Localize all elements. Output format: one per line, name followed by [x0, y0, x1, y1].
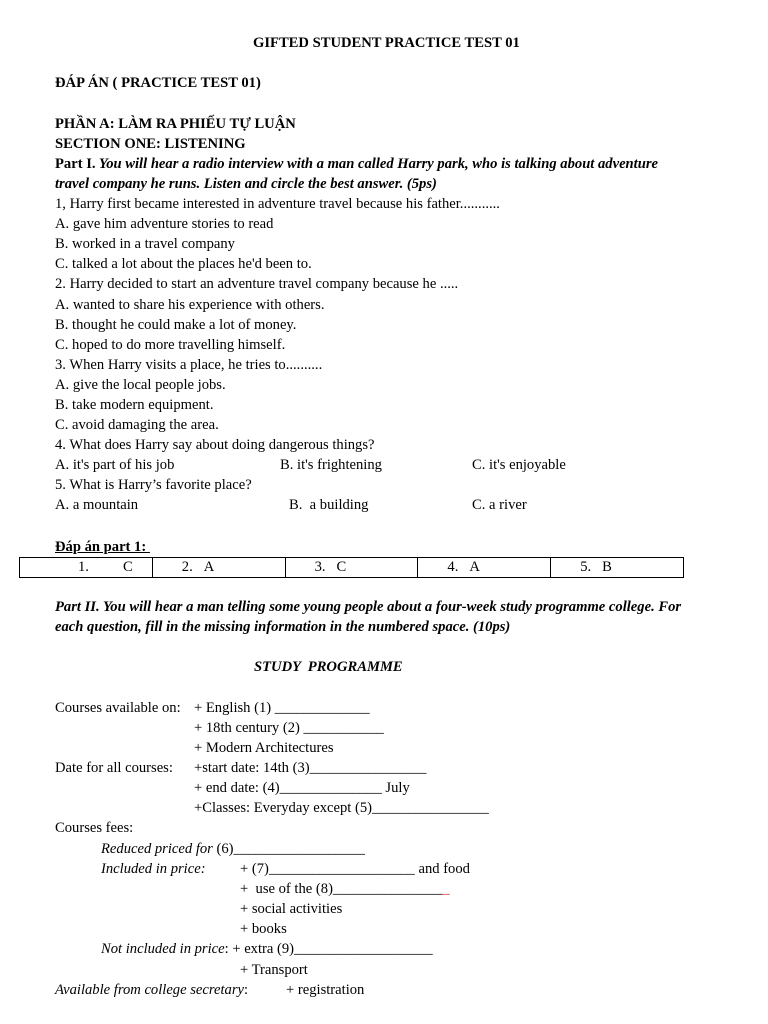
classes-blank: +Classes: Everyday except (5)________________	[194, 800, 489, 816]
question-5: 5. What is Harry’s favorite place?	[55, 477, 252, 493]
start-date-blank: +start date: 14th (3)________________	[194, 760, 427, 776]
question-2-option-c: C. hoped to do more travelling himself.	[55, 337, 286, 353]
answer-cell-5	[551, 558, 684, 578]
part1-instruction-line1: You will hear a radio interview with a man called Harry park, who is talking about adventure	[95, 156, 659, 172]
answer-num: 4.	[447, 559, 459, 575]
answer-val: A	[203, 559, 215, 575]
question-3-option-c: C. avoid damaging the area.	[55, 417, 219, 433]
answer-cell-2	[152, 558, 285, 578]
question-5-option-a: A. a mountain	[55, 497, 139, 513]
not-included-label: Not included in price	[101, 941, 225, 957]
included-books: + books	[240, 921, 287, 937]
part1-label: Part I.	[55, 156, 96, 172]
included-8-line	[240, 879, 450, 899]
part1-instruction	[55, 154, 658, 174]
answer-key-label: Đáp án part 1:	[55, 539, 150, 555]
answer-key-table	[19, 557, 684, 578]
answer-val: C	[122, 559, 133, 575]
answer-title: ĐÁP ÁN ( PRACTICE TEST 01)	[55, 75, 261, 91]
section-one-heading: SECTION ONE: LISTENING	[55, 136, 246, 152]
courses-label: Courses available on:	[55, 700, 181, 716]
course-3: + Modern Architectures	[194, 740, 334, 756]
question-3-option-b: B. take modern equipment.	[55, 397, 214, 413]
question-1-option-c: C. talked a lot about the places he'd been to.	[55, 256, 312, 272]
question-1-option-a: A. gave him adventure stories to read	[55, 216, 274, 232]
answer-num: 1.	[78, 559, 89, 575]
answer-cell-4	[418, 558, 551, 578]
answer-num: 5.	[580, 559, 592, 575]
available-colon: :	[243, 982, 249, 998]
question-3-option-a: A. give the local people jobs.	[55, 377, 226, 393]
question-4-option-b: B. it's frightening	[280, 457, 382, 473]
reduced-price-blank: (6)__________________	[212, 841, 365, 857]
available-label: Available from college secretary	[55, 982, 244, 998]
end-date-blank: + end date: (4)______________ July	[194, 780, 410, 796]
question-1-option-b: B. worked in a travel company	[55, 236, 235, 252]
question-2-option-a: A. wanted to share his experience with others.	[55, 297, 325, 313]
answer-val: C	[336, 559, 347, 575]
question-1: 1, Harry first became interested in adventure travel because his father...........	[55, 196, 500, 212]
answer-num: 3.	[314, 559, 326, 575]
not-included-transport: + Transport	[240, 962, 308, 978]
not-included-line	[101, 939, 433, 959]
part-a-heading: PHẦN A: LÀM RA PHIẾU TỰ LUẬN	[55, 116, 296, 132]
part1-instruction-line2: travel company he runs. Listen and circle the best answer. (5ps)	[55, 176, 437, 192]
included-social: + social activities	[240, 901, 343, 917]
answer-val: B	[602, 559, 612, 575]
reduced-price-label: Reduced priced for	[101, 841, 213, 857]
question-4: 4. What does Harry say about doing dangerous things?	[55, 437, 375, 453]
included-label: Included in price:	[101, 861, 206, 877]
reduced-price-line	[101, 839, 365, 859]
answer-cell-1	[20, 558, 153, 578]
question-4-option-a: A. it's part of his job	[55, 457, 175, 473]
answer-num: 2.	[181, 559, 193, 575]
included-8-blank: + use of the (8)_______________	[240, 881, 443, 897]
date-label: Date for all courses:	[55, 760, 173, 776]
question-2: 2. Harry decided to start an adventure travel company because he .....	[55, 276, 459, 292]
table-row	[20, 558, 684, 578]
available-line	[55, 980, 248, 1000]
red-underscore: _	[442, 881, 450, 897]
not-included-9-blank: : + extra (9)___________________	[224, 941, 433, 957]
answer-cell-3	[285, 558, 418, 578]
page-title: GIFTED STUDENT PRACTICE TEST 01	[253, 35, 520, 51]
answer-val: A	[469, 559, 480, 575]
question-2-option-b: B. thought he could make a lot of money.	[55, 317, 297, 333]
part2-instruction-line2: each question, fill in the missing information in the numbered space. (10ps)	[55, 619, 511, 635]
course-1-blank: + English (1) _____________	[194, 700, 370, 716]
included-7-blank: + (7)____________________ and food	[240, 861, 470, 877]
question-5-option-b: B. a building	[289, 497, 369, 513]
question-4-option-c: C. it's enjoyable	[472, 457, 566, 473]
fees-label: Courses fees:	[55, 820, 134, 836]
part2-instruction-line1: Part II. You will hear a man telling some young people about a four-week study programme college. For	[55, 599, 682, 615]
question-3: 3. When Harry visits a place, he tries to..........	[55, 357, 323, 373]
study-programme-heading: STUDY PROGRAMME	[254, 659, 403, 675]
available-registration: + registration	[286, 982, 365, 998]
question-5-option-c: C. a river	[472, 497, 527, 513]
course-2-blank: + 18th century (2) ___________	[194, 720, 384, 736]
